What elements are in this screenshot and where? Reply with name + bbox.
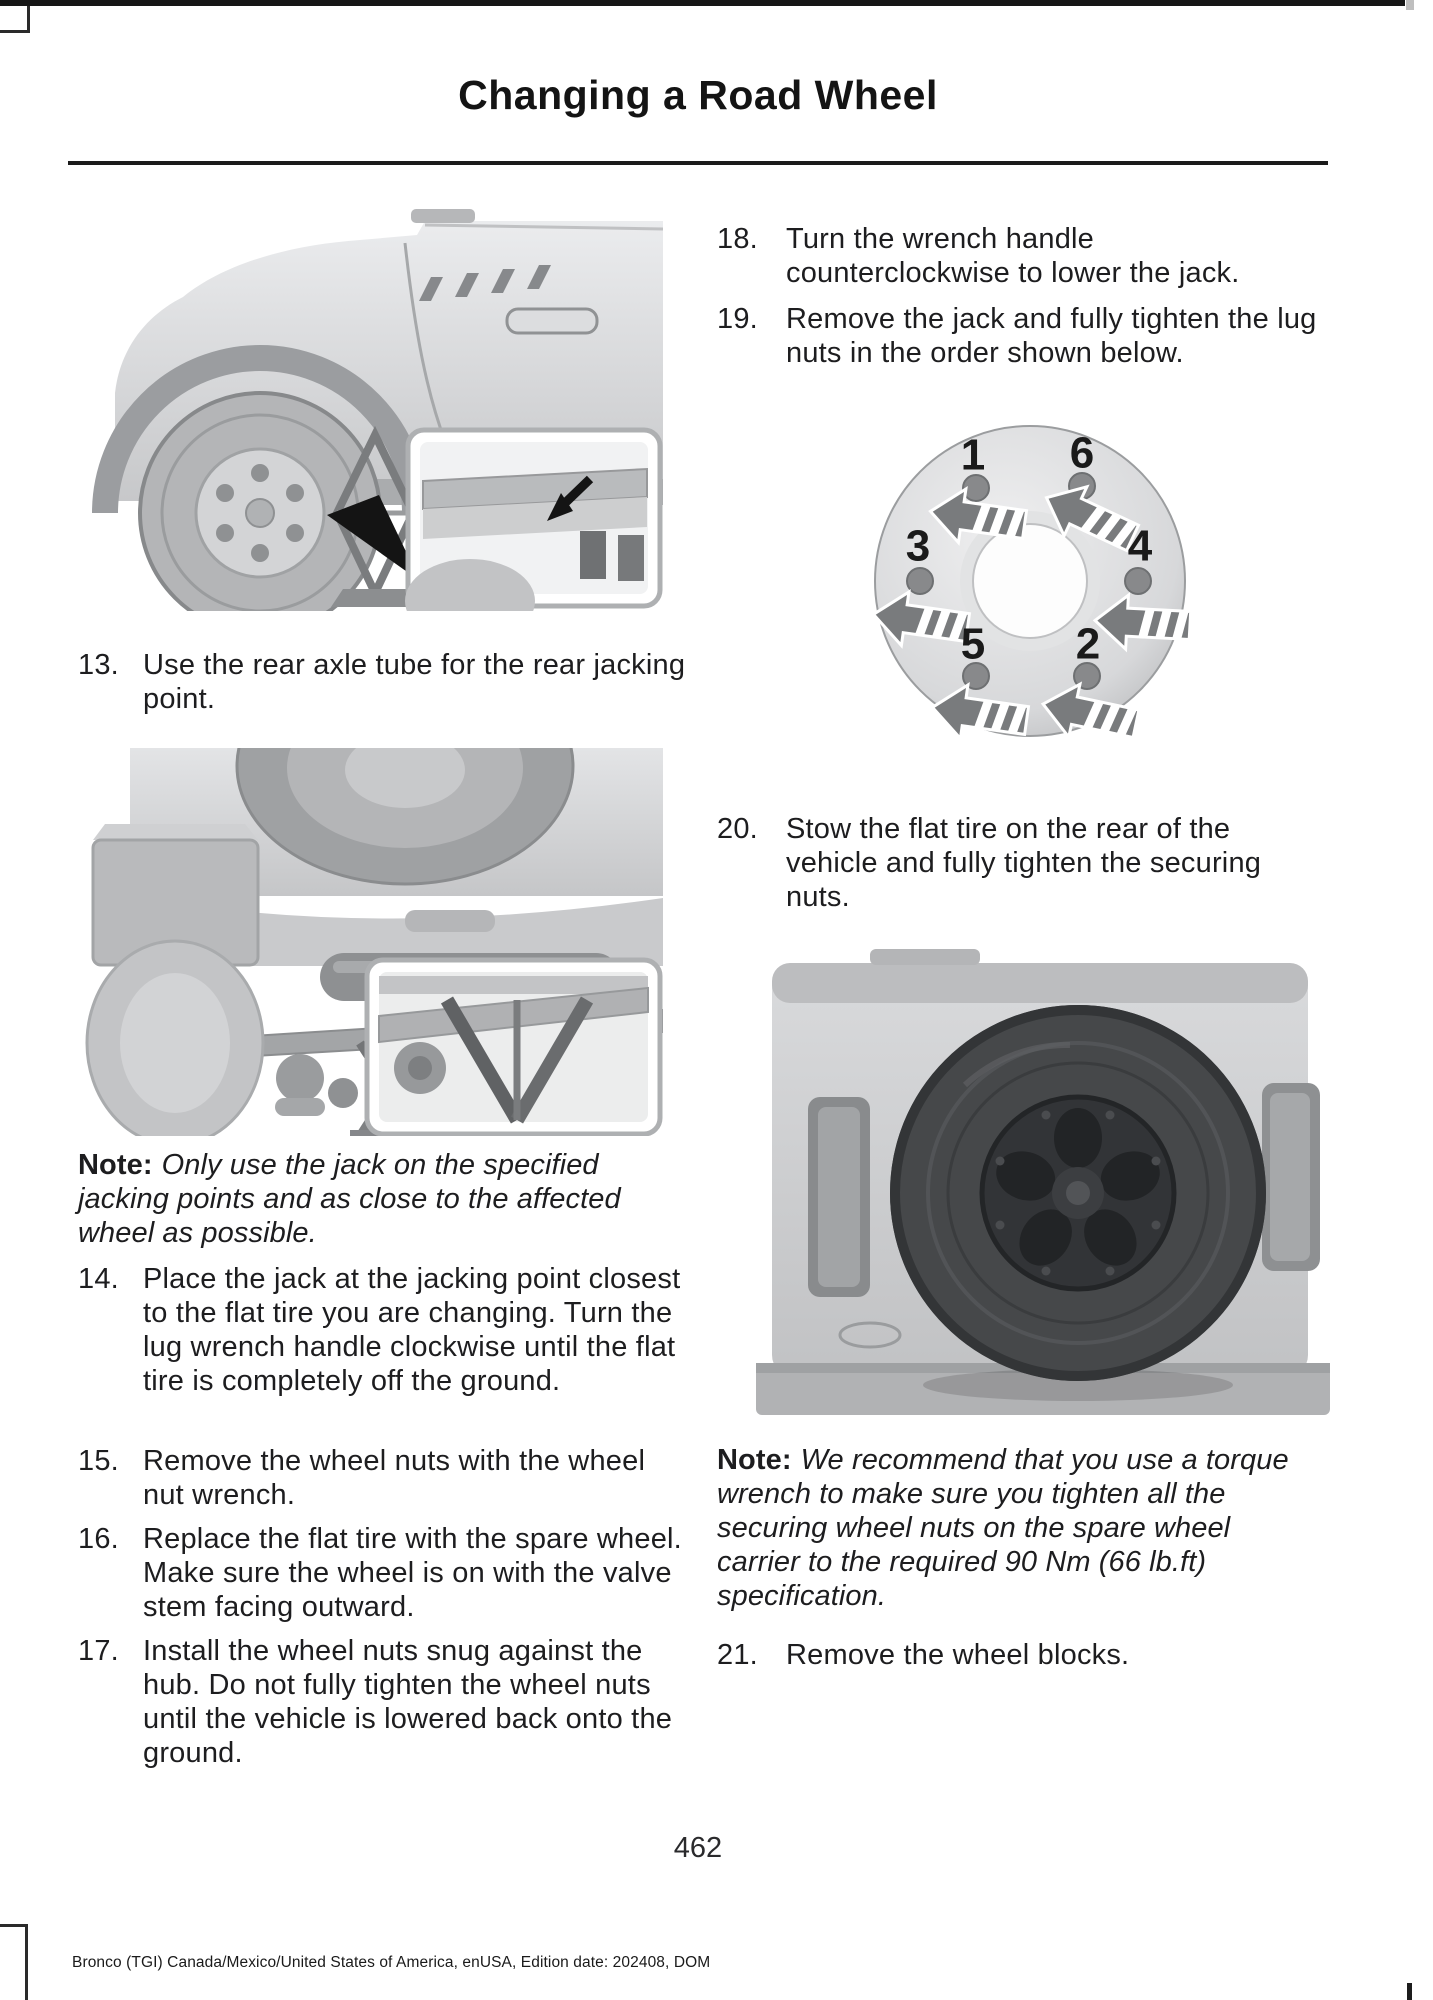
step-item-17 (78, 1634, 693, 1770)
step-number: 21. (717, 1639, 758, 1671)
step-number: 16. (78, 1523, 119, 1555)
truck-side-illustration (75, 183, 663, 611)
step-text: Turn the wrench handle counterclockwise to lower the jack. (786, 223, 1240, 289)
illustration-rear-axle-jacking-point (75, 748, 663, 1136)
right-taillight (1262, 1083, 1320, 1271)
rear-tire (87, 941, 263, 1136)
step-item-21 (717, 1638, 1326, 1672)
illustration-front-jacking-point (75, 183, 663, 611)
lug-order-label-6: 6 (1069, 428, 1095, 478)
step-text: Remove the wheel nuts with the wheel nut wrench. (143, 1445, 646, 1511)
note-text: We recommend that you use a torque wrench to make sure you tighten all the securing wheel nuts on the spare wheel carrier to the required 90 Nm (66 lb.ft) specification. (717, 1444, 1289, 1612)
note-jacking-points (78, 1148, 678, 1250)
step-number: 19. (717, 303, 758, 335)
lug-nut-order-diagram (830, 388, 1200, 768)
step-number: 13. (78, 649, 119, 681)
step-item-18 (717, 222, 1326, 290)
lug-order-label-1: 1 (960, 430, 986, 480)
step-text: Remove the wheel blocks. (786, 1639, 1130, 1671)
note-label: Note: (717, 1444, 792, 1476)
step-text: Replace the flat tire with the spare wheel. Make sure the wheel is on with the valve stem facing outward. (143, 1523, 682, 1623)
inset-callout (367, 960, 660, 1134)
step-number: 20. (717, 813, 758, 845)
note-text: Only use the jack on the specified jacking points and as close to the affected wheel as possible. (78, 1149, 621, 1249)
step-text: Use the rear axle tube for the rear jacking point. (143, 649, 686, 715)
step-item-13 (78, 648, 693, 716)
corner-mark-bottom-left (0, 1924, 28, 2000)
left-taillight (808, 1097, 870, 1297)
page-title: Changing a Road Wheel (458, 72, 938, 118)
spare-tire (890, 1005, 1266, 1381)
step-text: Place the jack at the jacking point closest to the flat tire you are changing. Turn the lug wrench handle clockwise until the flat tire is completely off the ground. (143, 1263, 681, 1397)
hub-bore (973, 524, 1087, 638)
step-item-16 (78, 1522, 693, 1624)
rear-spare-tire-illustration (720, 935, 1330, 1415)
step-item-14 (78, 1262, 693, 1398)
step-text: Install the wheel nuts snug against the hub. Do not fully tighten the wheel nuts until the vehicle is lowered back onto the ground. (143, 1635, 673, 1769)
page-top-edge-bar (0, 0, 1405, 6)
step-text: Remove the jack and fully tighten the lug nuts in the order shown below. (786, 303, 1317, 369)
step-item-15 (78, 1444, 693, 1512)
lug-order-label-2: 2 (1075, 619, 1101, 669)
lug-order-label-3: 3 (905, 521, 931, 571)
step-text: Stow the flat tire on the rear of the vehicle and fully tighten the securing nuts. (786, 813, 1262, 913)
note-label: Note: (78, 1149, 153, 1181)
door-handle (507, 309, 597, 333)
corner-mark-bottom-right (1407, 1983, 1412, 2000)
rear-underside-illustration (75, 748, 663, 1136)
step-item-20 (717, 812, 1326, 914)
title-rule (68, 161, 1328, 165)
step-number: 15. (78, 1445, 119, 1477)
step-number: 14. (78, 1263, 119, 1295)
footer-edition-line: Bronco (TGI) Canada/Mexico/United States of America, enUSA, Edition date: 202408, DOM (72, 1954, 711, 1971)
page-number: 462 (673, 1832, 723, 1864)
note-torque-spec (717, 1443, 1317, 1613)
step-item-19 (717, 302, 1326, 370)
step-number: 17. (78, 1635, 119, 1667)
page-top-edge-nub (1406, 0, 1414, 10)
illustration-lug-nut-order (830, 388, 1200, 768)
lug-order-label-4: 4 (1127, 521, 1153, 571)
illustration-spare-on-rear (720, 935, 1330, 1415)
step-number: 18. (717, 223, 758, 255)
inset-callout (405, 430, 660, 611)
lug-order-label-5: 5 (960, 619, 986, 669)
